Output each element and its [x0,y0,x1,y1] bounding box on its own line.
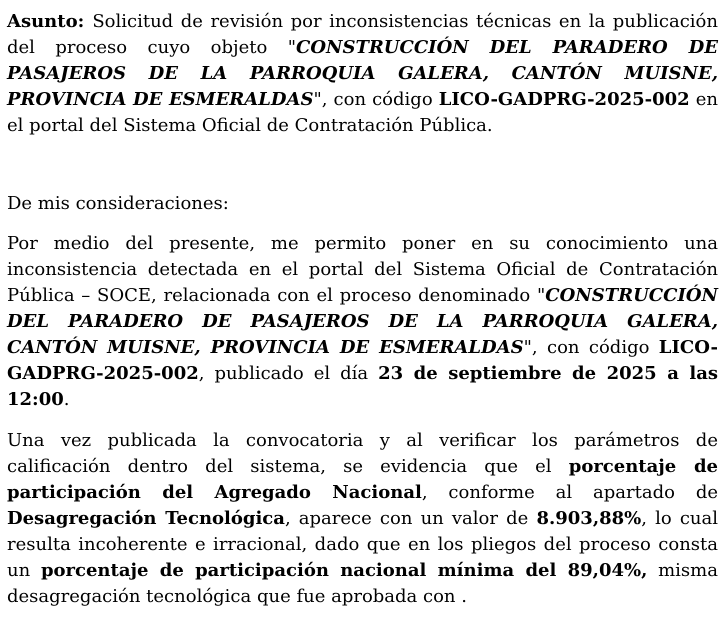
salutation-paragraph [7,191,718,217]
text-run: 23 de septiembre de 2025 a las 12:00 [7,363,719,410]
text-run: , publicado el día [198,363,379,384]
text-run: , lo cual resulta incoherente e irracional, dado que en los pliegos del proceso consta un [7,508,719,581]
document-body [7,9,718,610]
text-run: ", con código [313,89,439,110]
text-run: LICO-GADPRG-2025-002 [7,337,719,384]
subject-paragraph [7,9,718,139]
text-run: 8.903,88% [536,508,642,529]
text-run: De mis consideraciones: [7,193,229,214]
text-run: . [63,389,70,410]
text-run: porcentaje de participación nacional mínima del 89,04%, [40,560,648,581]
text-run: , conforme al apartado de [421,482,718,503]
inconsistency-detail-paragraph [7,428,718,610]
text-run: en el portal del Sistema Oficial de Contratación Pública. [7,89,719,136]
text-run: Desagregación Tecnológica [7,508,285,529]
text-run: , aparece con un valor de [284,508,537,529]
text-run: porcentaje de participación del Agregado Nacional [7,456,718,503]
text-run: CONSTRUCCIÓN DEL PARADERO DE PASAJEROS DE LA PARROQUIA GALERA, CANTÓN MUISNE, PROVINCIA DE ESMERALDAS [7,285,718,358]
text-run: Solicitud de revisión por inconsistencias técnicas en la publicación del proceso cuyo objeto " [7,11,718,58]
text-run: Asunto: [7,11,93,32]
process-description-paragraph [7,231,718,413]
text-run: Por medio del presente, me permito poner en su conocimiento una inconsistencia detectada en el portal del Sistema Oficial de Contratación Pública – SOCE, relacionada con el proceso denominado " [7,233,718,306]
text-run: Una vez publicada la convocatoria y al verificar los parámetros de calificación dentro del sistema, se evidencia que el [7,430,718,477]
text-run: ", con código [523,337,659,358]
text-run: CONSTRUCCIÓN DEL PARADERO DE PASAJEROS DE LA PARROQUIA GALERA, CANTÓN MUISNE, PROVINCIA DE ESMERALDAS [7,37,718,110]
text-run: misma desagregación tecnológica que fue aprobada con . [7,560,718,607]
text-run: LICO-GADPRG-2025-002 [438,89,690,110]
